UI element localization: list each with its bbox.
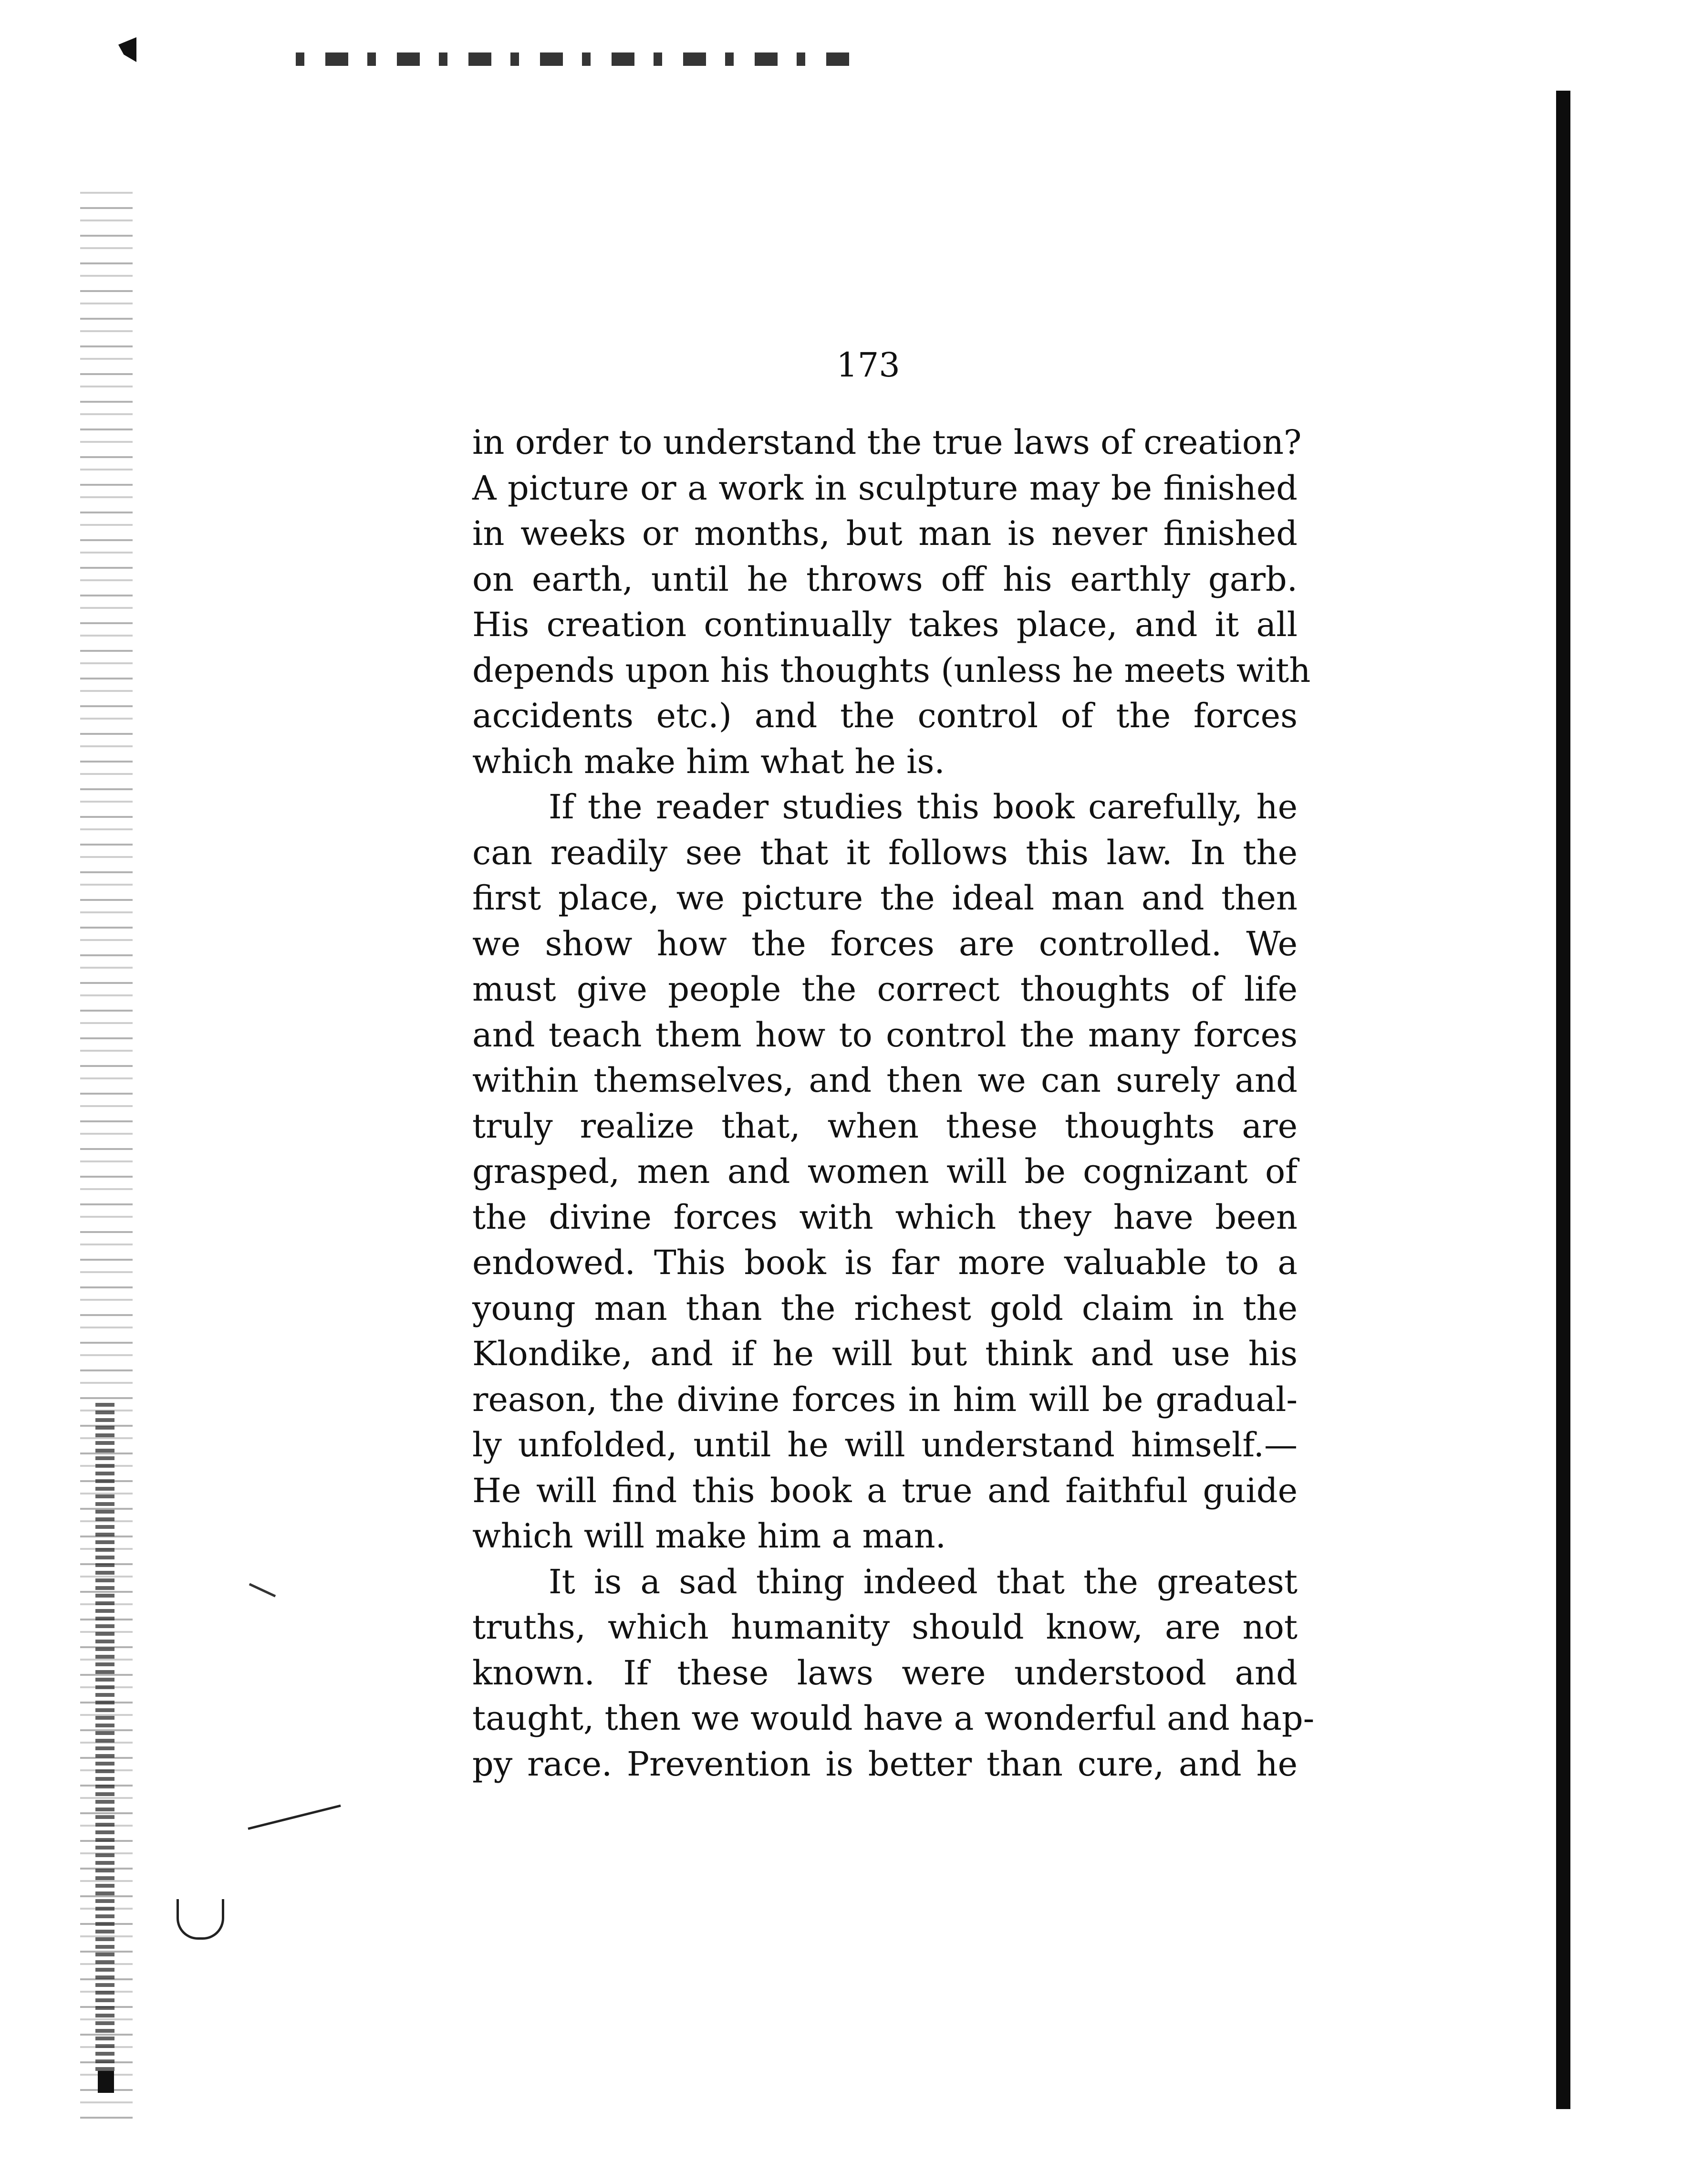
- text-line: accidents etc.) and the control of the forces: [472, 696, 1298, 735]
- text-line: first place, we picture the ideal man and then: [472, 878, 1298, 918]
- text-line: known. If these laws were understood and: [472, 1653, 1298, 1693]
- text-line: and teach them how to control the many forces: [472, 1015, 1298, 1055]
- text-line: on earth, until he throws off his earthly garb.: [472, 559, 1298, 599]
- paragraph: [472, 420, 1311, 784]
- stray-mark: [248, 1805, 341, 1830]
- page-body: [472, 420, 1315, 1787]
- text-line: the divine forces with which they have been: [472, 1197, 1298, 1237]
- scan-dashes: [296, 52, 859, 66]
- text-line: taught, then we would have a wonderful and hap-: [472, 1699, 1315, 1738]
- text-line: A picture or a work in sculpture may be finished: [472, 468, 1298, 508]
- text-line: can readily see that it follows this law. In the: [472, 833, 1298, 872]
- paragraph: [472, 784, 1298, 1559]
- text-line: Klondike, and if he will but think and use his: [472, 1334, 1298, 1373]
- text-line: must give people the correct thoughts of life: [472, 970, 1298, 1009]
- stray-mark: [177, 1899, 224, 1940]
- paragraph: [472, 1559, 1315, 1787]
- binding-edge-dark: [95, 1403, 114, 2071]
- text-line: within themselves, and then we can surely and: [472, 1061, 1298, 1100]
- text-line: which make him what he is.: [472, 742, 945, 781]
- text-line: grasped, men and women will be cognizant of: [472, 1152, 1298, 1191]
- text-line: His creation continually takes place, and it all: [472, 605, 1298, 644]
- page-number: 173: [836, 345, 900, 385]
- text-line: It is a sad thing indeed that the greatest: [549, 1562, 1298, 1601]
- text-line: reason, the divine forces in him will be gradual-: [472, 1379, 1298, 1419]
- page-edge-bar: [1556, 91, 1570, 2109]
- text-line: in weeks or months, but man is never finished: [472, 514, 1298, 553]
- text-line: He will find this book a true and faithful guide: [472, 1471, 1298, 1510]
- text-line: in order to understand the true laws of creation?: [472, 423, 1302, 462]
- text-line: depends upon his thoughts (unless he meets with: [472, 650, 1311, 690]
- text-line: truly realize that, when these thoughts are: [472, 1106, 1298, 1146]
- scan-mark: [118, 37, 136, 62]
- text-line: we show how the forces are controlled. We: [472, 924, 1298, 963]
- text-line: truths, which humanity should know, are not: [472, 1608, 1298, 1647]
- text-line: endowed. This book is far more valuable to a: [472, 1243, 1298, 1282]
- text-line: which will make him a man.: [472, 1516, 946, 1556]
- stray-mark: [249, 1583, 276, 1598]
- text-line: young man than the richest gold claim in the: [472, 1288, 1298, 1328]
- text-line: ly unfolded, until he will understand himself.—: [472, 1425, 1298, 1464]
- text-line: py race. Prevention is better than cure, and he: [472, 1744, 1298, 1784]
- text-line: If the reader studies this book carefully, he: [549, 787, 1298, 826]
- scan-block: [98, 2071, 114, 2093]
